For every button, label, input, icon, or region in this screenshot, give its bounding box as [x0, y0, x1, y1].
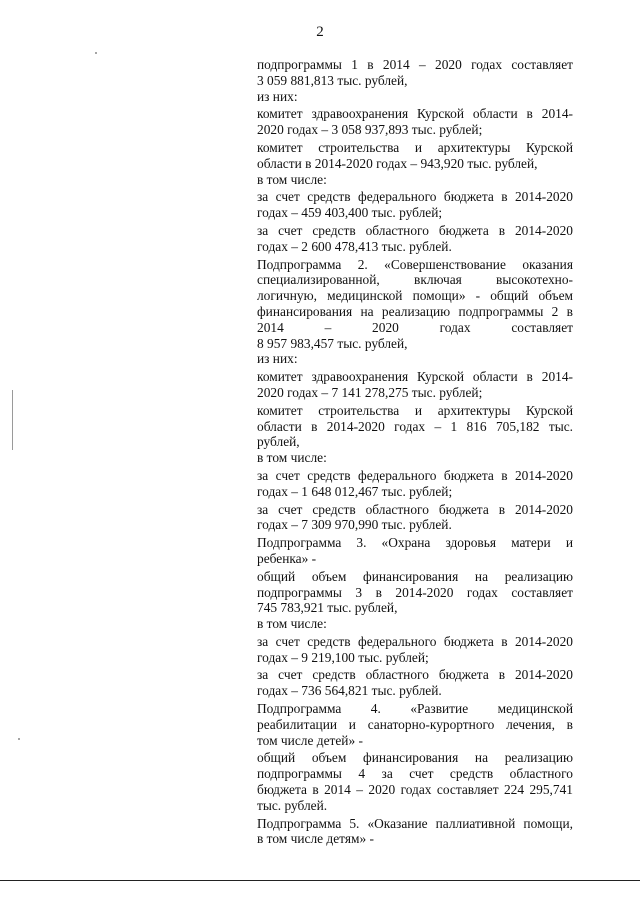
text-line: подпрограммы 3 в 2014-2020 годах составляет [257, 584, 573, 600]
text-line: за счет средств федерального бюджета в 2014-2020 [257, 467, 573, 483]
text-line: подпрограммы 1 в 2014 – 2020 годах составляет [257, 57, 573, 72]
text-line: 745 783,921 тыс. рублей, [257, 600, 398, 616]
text-line: бюджета в 2014 – 2020 годах составляет 224 295,741 [257, 782, 573, 798]
text-line: 2020 годах – 7 141 278,275 тыс. рублей; [257, 384, 483, 400]
text-line: в том числе детям» - [257, 831, 374, 847]
text-line: годах – 7 309 970,990 тыс. рублей. [257, 517, 452, 533]
text-line: за счет средств областного бюджета в 2014-2020 [257, 501, 573, 517]
scan-dot [95, 52, 97, 54]
text-line: тыс. рублей. [257, 797, 328, 813]
text-line: Подпрограмма 4. «Развитие медицинской [257, 701, 573, 717]
text-line: том числе детей» - [257, 732, 363, 748]
text-line: ребенка» - [257, 550, 317, 566]
text-line: области в 2014-2020 годах – 943,920 тыс. рублей, [257, 155, 538, 171]
text-line: в том числе: [257, 171, 327, 187]
text-line: области в 2014-2020 годах – 1 816 705,182 тыс. [257, 418, 573, 434]
text-line: Подпрограмма 2. «Совершенствование оказания [257, 256, 573, 272]
text-line: 8 957 983,457 тыс. рублей, [257, 335, 408, 351]
text-line: финансирования на реализацию подпрограммы 2 в [257, 303, 573, 319]
bottom-border-line [0, 880, 640, 881]
text-line: 3 059 881,813 тыс. рублей, [257, 72, 408, 88]
text-line: годах – 1 648 012,467 тыс. рублей; [257, 483, 453, 499]
text-line: Подпрограмма 5. «Оказание паллиативной помощи, [257, 815, 573, 831]
text-line: общий объем финансирования на реализацию [257, 750, 573, 766]
text-line: комитет строительства и архитектуры Курской [257, 402, 573, 418]
text-line: 2020 годах – 3 058 937,893 тыс. рублей; [257, 122, 483, 138]
text-line: за счет средств федерального бюджета в 2014-2020 [257, 189, 573, 205]
text-line: годах – 2 600 478,413 тыс. рублей. [257, 238, 452, 254]
text-line: Подпрограмма 3. «Охрана здоровья матери и [257, 535, 573, 551]
text-line: за счет средств федерального бюджета в 2014-2020 [257, 633, 573, 649]
text-line: из них: [257, 88, 298, 104]
text-line: в том числе: [257, 616, 327, 632]
text-line: логичную, медицинской помощи» - общий объем [257, 288, 573, 304]
page-number: 2 [316, 24, 324, 40]
scan-dot [18, 738, 20, 740]
text-line: комитет здравоохранения Курской области в 2014- [257, 106, 573, 122]
text-line: комитет здравоохранения Курской области в 2014- [257, 369, 573, 385]
text-line: годах – 459 403,400 тыс. рублей; [257, 205, 443, 221]
text-line: подпрограммы 4 за счет средств областного [257, 766, 573, 782]
scan-mark [12, 390, 13, 450]
text-line: годах – 736 564,821 тыс. рублей. [257, 683, 442, 699]
body-text [257, 57, 573, 847]
text-line: в том числе: [257, 450, 327, 466]
text-line: специализированной, включая высокотехно- [257, 272, 573, 288]
text-line: общий объем финансирования на реализацию [257, 568, 573, 584]
text-line: за счет средств областного бюджета в 2014-2020 [257, 667, 573, 683]
text-line: годах – 9 219,100 тыс. рублей; [257, 649, 429, 665]
text-line: рублей, [257, 434, 300, 450]
text-line: реабилитации и санаторно-курортного лечения, в [257, 716, 573, 732]
text-line: комитет строительства и архитектуры Курской [257, 139, 573, 155]
text-line: из них: [257, 351, 298, 367]
text-line: за счет средств областного бюджета в 2014-2020 [257, 222, 573, 238]
text-line: 2014 – 2020 годах составляет [257, 319, 573, 335]
